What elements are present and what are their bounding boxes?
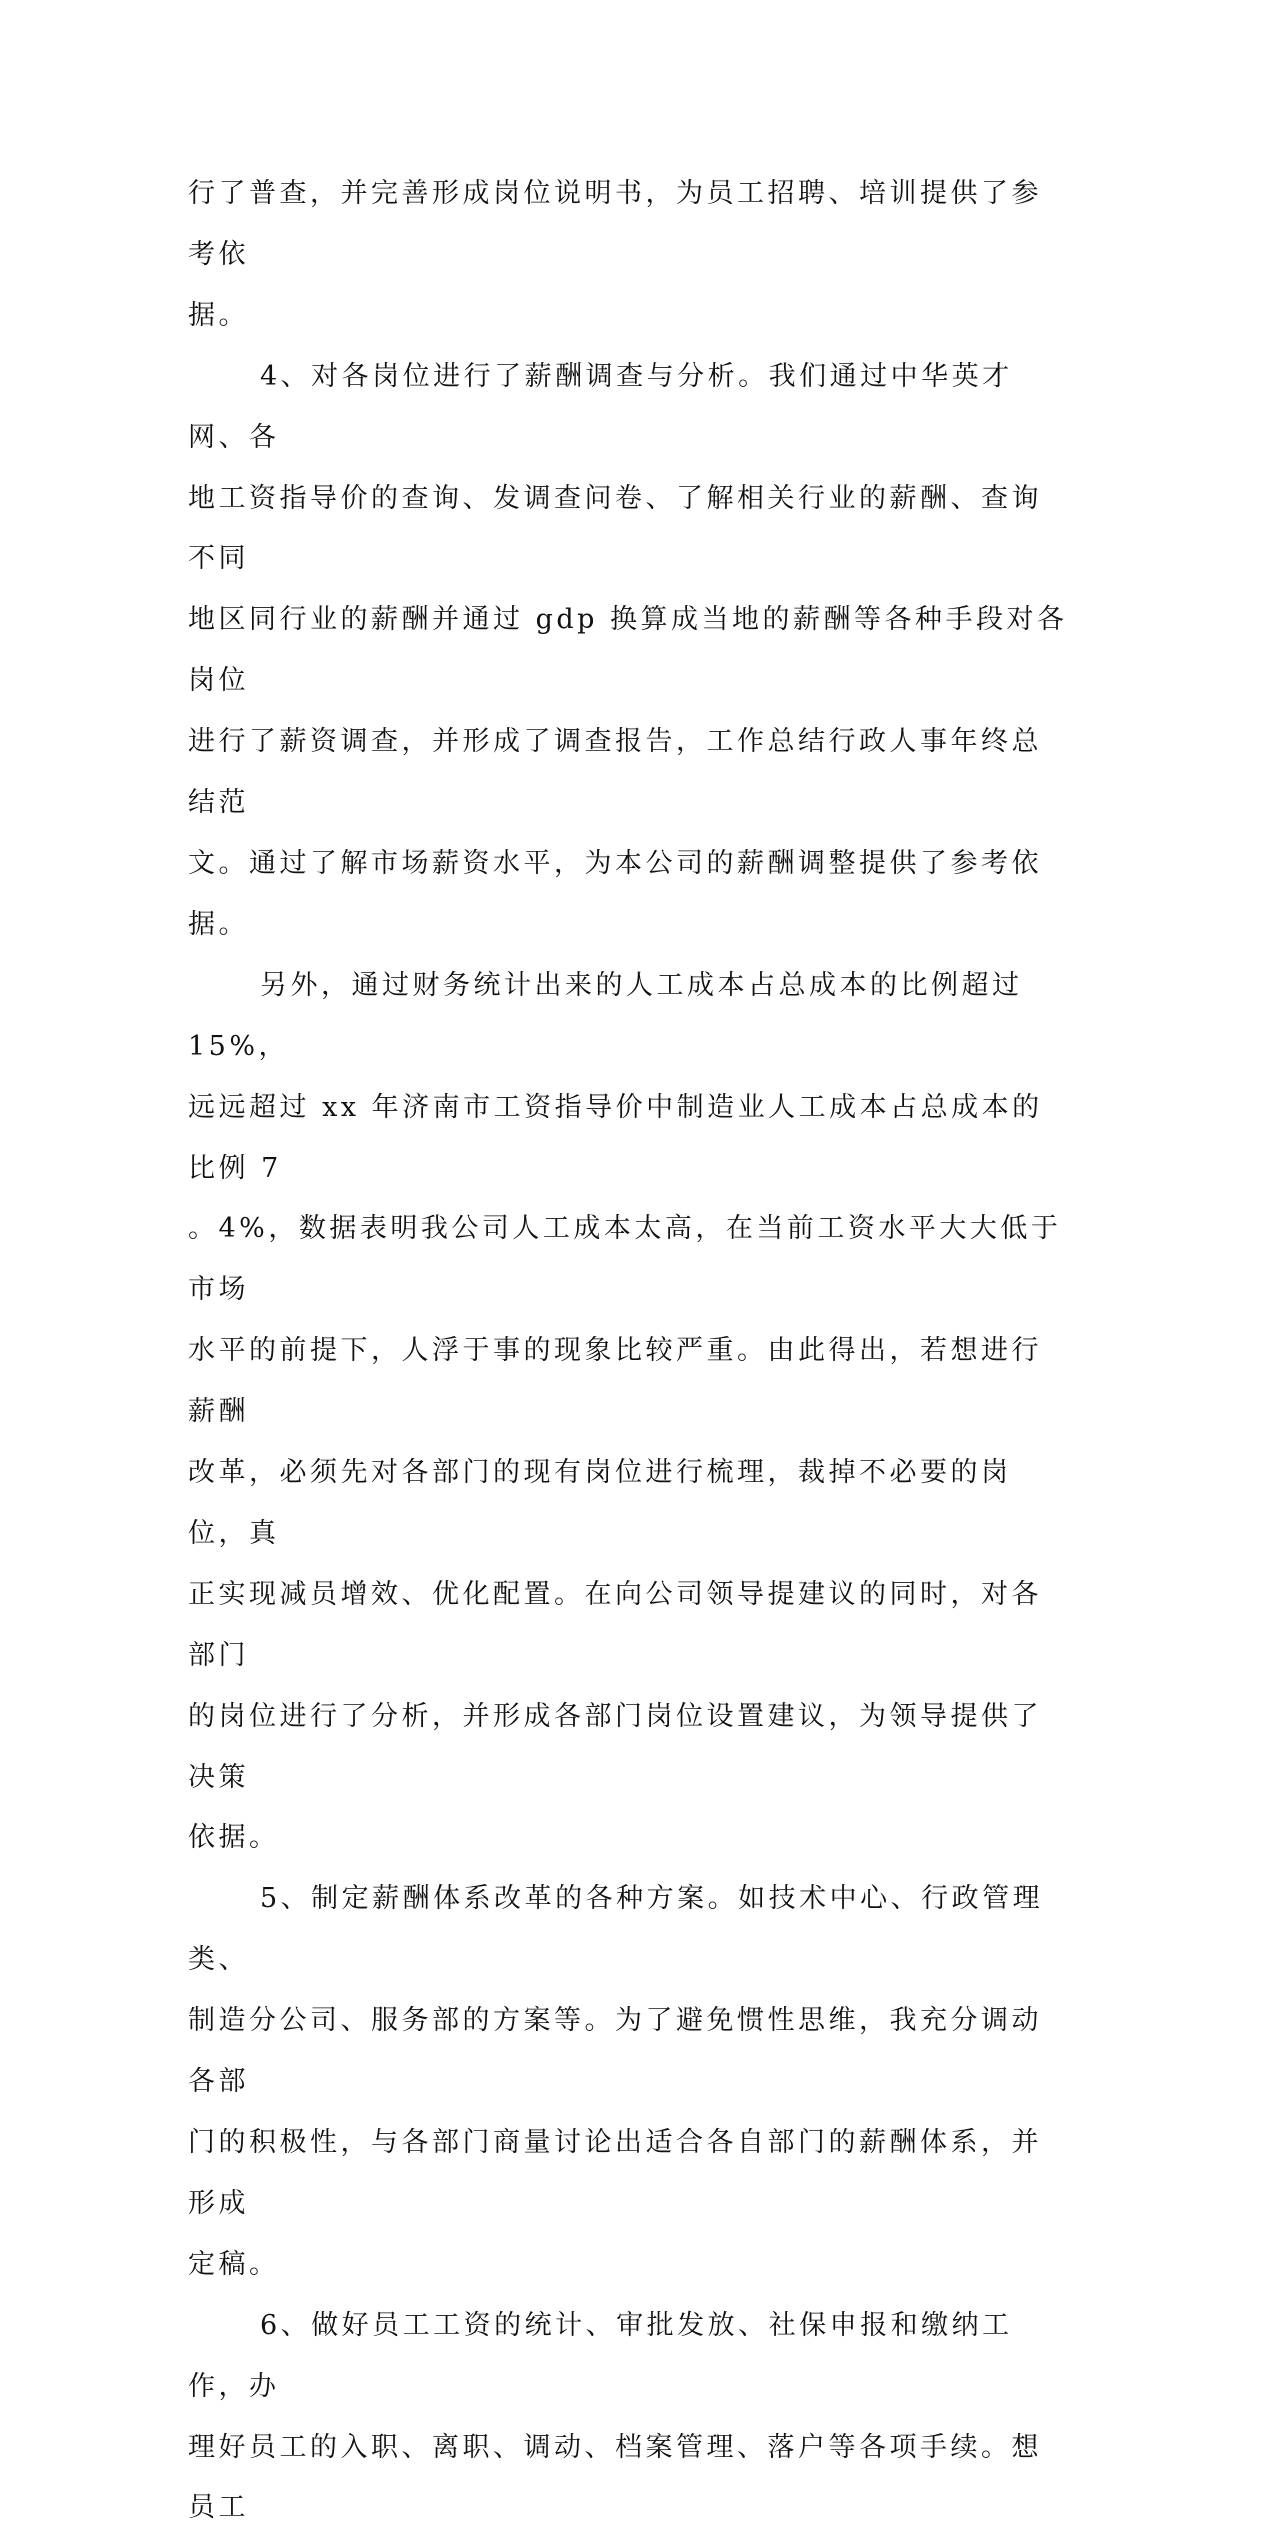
text-line: 地工资指导价的查询、发调查问卷、了解相关行业的薪酬、查询不同: [188, 482, 1042, 575]
paragraph-start-line: 6、做好员工工资的统计、审批发放、社保申报和缴纳工作，办: [188, 2309, 1013, 2402]
text-line: 行了普查，并完善形成岗位说明书，为员工招聘、培训提供了参考依: [188, 178, 1042, 270]
paragraph-start-line: 4、对各岗位进行了薪酬调查与分析。我们通过中华英才网、各: [188, 360, 1013, 453]
text-line: 的岗位进行了分析，并形成各部门岗位设置建议，为领导提供了决策: [188, 1700, 1042, 1793]
text-line: 正实现减员增效、优化配置。在向公司领导提建议的同时，对各部门: [188, 1578, 1042, 1671]
text-line: 据。: [188, 299, 249, 331]
text-line: 。4%，数据表明我公司人工成本太高，在当前工资水平大大低于市场: [188, 1213, 1062, 1306]
paragraph-start-line: 另外，通过财务统计出来的人工成本占总成本的比例超过 15%，: [188, 969, 1023, 1062]
text-line: 理好员工的入职、离职、调动、档案管理、落户等各项手续。想员工: [188, 2431, 1042, 2524]
text-line: 门的积极性，与各部门商量讨论出适合各自部门的薪酬体系，并形成: [188, 2127, 1042, 2219]
text-line: 地区同行业的薪酬并通过 gdp 换算成当地的薪酬等各种手段对各岗位: [188, 604, 1068, 697]
text-line: 文。通过了解市场薪资水平，为本公司的薪酬调整提供了参考依据。: [188, 847, 1042, 940]
text-line: 改革，必须先对各部门的现有岗位进行梳理，裁掉不必要的岗位，真: [188, 1457, 1012, 1549]
text-line: 远远超过 xx 年济南市工资指导价中制造业人工成本占总成本的比例 7: [188, 1091, 1043, 1184]
paragraph-start-line: 5、制定薪酬体系改革的各种方案。如技术中心、行政管理类、: [188, 1883, 1044, 1976]
text-line: 制造分公司、服务部的方案等。为了避免惯性思维，我充分调动各部: [188, 2005, 1042, 2098]
text-line: 依据。: [188, 1822, 280, 1854]
text-line: 水平的前提下，人浮于事的现象比较严重。由此得出，若想进行薪酬: [188, 1335, 1042, 1428]
text-line: 定稿。: [188, 2248, 280, 2280]
document-body: [188, 164, 1068, 2539]
text-line: 进行了薪资调查，并形成了调查报告，工作总结行政人事年终总结范: [188, 726, 1042, 819]
